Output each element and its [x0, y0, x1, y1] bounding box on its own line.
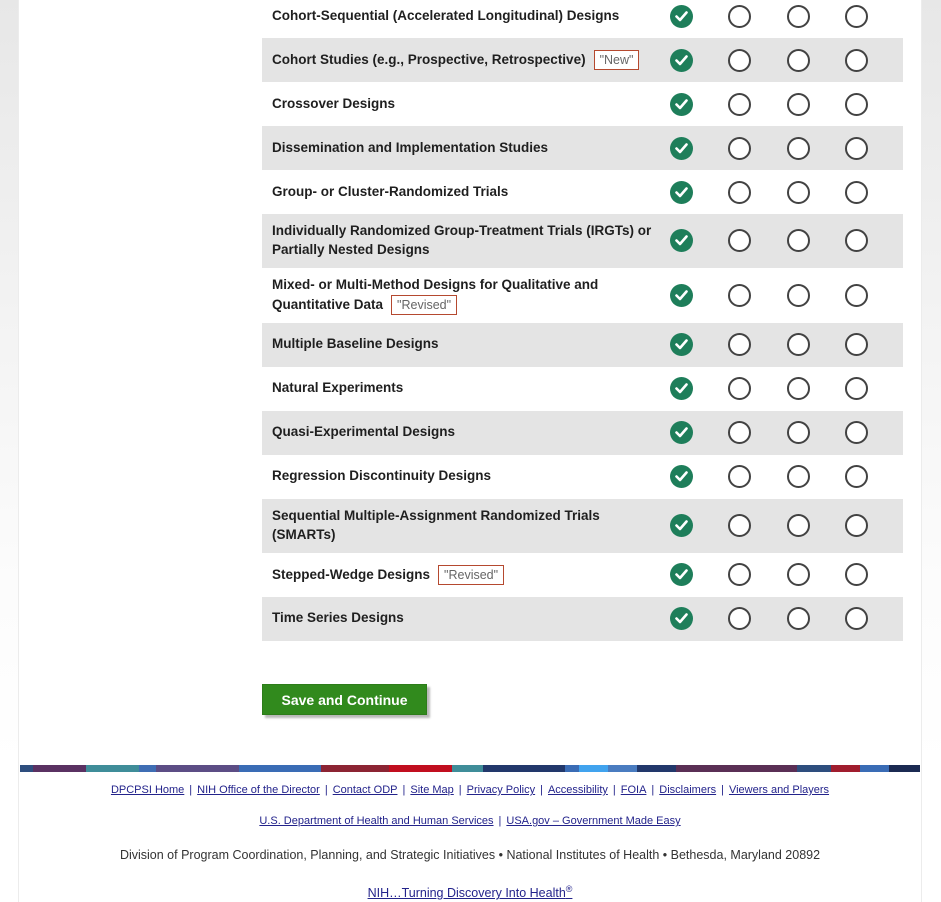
design-name-text: Dissemination and Implementation Studies	[272, 139, 549, 155]
row-label	[272, 222, 670, 260]
footer-nav-secondary	[20, 814, 920, 828]
design-name-text: Crossover Designs	[272, 95, 396, 111]
selected-check-icon[interactable]	[670, 137, 693, 160]
row-label	[272, 95, 670, 114]
link-separator: |	[540, 784, 543, 796]
link-separator: |	[324, 784, 328, 796]
page-footer	[20, 765, 920, 901]
color-bar-segment	[33, 765, 86, 772]
row-options	[670, 284, 868, 307]
radio-option[interactable]	[728, 93, 751, 116]
table-row	[262, 38, 903, 82]
color-bar-segment	[860, 765, 889, 772]
radio-option[interactable]	[845, 465, 868, 488]
design-name-text: Sequential Multiple-Assignment Randomized Trials (SMARTs)	[272, 507, 600, 542]
page-right-gutter	[921, 0, 941, 902]
selected-check-icon[interactable]	[670, 377, 693, 400]
row-label	[272, 50, 670, 70]
radio-option[interactable]	[787, 5, 810, 28]
radio-option[interactable]	[728, 465, 751, 488]
color-bar-segment	[579, 765, 608, 772]
table-row	[262, 170, 903, 214]
link-separator: |	[651, 784, 655, 796]
table-row	[262, 553, 903, 597]
row-options	[670, 49, 868, 72]
selected-check-icon[interactable]	[670, 5, 693, 28]
radio-option[interactable]	[728, 333, 751, 356]
link-separator: |	[458, 784, 462, 796]
link-separator: |	[189, 784, 193, 796]
page-left-gutter	[0, 0, 19, 902]
row-label	[272, 276, 670, 315]
selected-check-icon[interactable]	[670, 563, 693, 586]
radio-option[interactable]	[728, 421, 751, 444]
footer-link[interactable]: Viewers and Players	[728, 784, 830, 796]
row-label	[272, 507, 670, 545]
footer-link[interactable]: NIH Office of the Director	[197, 784, 320, 796]
radio-option[interactable]	[845, 5, 868, 28]
row-label	[272, 7, 670, 26]
row-options	[670, 229, 868, 252]
save-and-continue-button[interactable]: Save and Continue	[262, 684, 427, 715]
row-options	[670, 421, 868, 444]
selected-check-icon[interactable]	[670, 333, 693, 356]
design-rating-table	[262, 0, 903, 641]
table-row	[262, 126, 903, 170]
selected-check-icon[interactable]	[670, 93, 693, 116]
color-bar-segment	[20, 765, 33, 772]
design-name-text: Quasi-Experimental Designs	[272, 424, 456, 440]
radio-option[interactable]	[728, 137, 751, 160]
link-separator: |	[402, 784, 406, 796]
radio-option[interactable]	[845, 284, 868, 307]
color-bar-segment	[483, 765, 565, 772]
footer-link[interactable]: Accessibility	[547, 784, 608, 796]
radio-option[interactable]	[728, 607, 751, 630]
color-bar-segment	[565, 765, 580, 772]
table-row	[262, 411, 903, 455]
row-options	[670, 93, 868, 116]
footer-link[interactable]: Privacy Policy	[466, 784, 536, 796]
row-label	[272, 183, 670, 202]
footer-tagline	[20, 882, 920, 901]
radio-option[interactable]	[728, 284, 751, 307]
row-options	[670, 5, 868, 28]
tagline-text: NIH…Turning Discovery Into Health	[367, 886, 566, 901]
radio-option[interactable]	[787, 181, 810, 204]
footer-color-bar	[20, 765, 920, 772]
radio-option[interactable]	[787, 514, 810, 537]
design-name-text: Cohort Studies (e.g., Prospective, Retrospective)	[272, 51, 586, 67]
radio-option[interactable]	[787, 93, 810, 116]
radio-option[interactable]	[845, 421, 868, 444]
radio-option[interactable]	[845, 181, 868, 204]
selected-check-icon[interactable]	[670, 284, 693, 307]
table-row	[262, 499, 903, 553]
table-row	[262, 323, 903, 367]
selected-check-icon[interactable]	[670, 421, 693, 444]
radio-option[interactable]	[845, 563, 868, 586]
color-bar-segment	[637, 765, 676, 772]
selected-check-icon[interactable]	[670, 49, 693, 72]
row-label	[272, 423, 670, 442]
radio-option[interactable]	[845, 229, 868, 252]
radio-option[interactable]	[845, 377, 868, 400]
footer-link[interactable]: Contact ODP	[332, 784, 398, 796]
radio-option[interactable]	[787, 563, 810, 586]
row-label	[272, 335, 670, 354]
link-separator: |	[612, 784, 616, 796]
color-bar-segment	[452, 765, 483, 772]
design-name-text: Time Series Designs	[272, 610, 404, 626]
footer-link[interactable]: DPCPSI Home	[110, 784, 185, 796]
radio-option[interactable]	[728, 181, 751, 204]
row-label	[272, 565, 670, 585]
row-label	[272, 467, 670, 486]
color-bar-segment	[831, 765, 860, 772]
row-options	[670, 465, 868, 488]
color-bar-segment	[321, 765, 389, 772]
design-name-text: Regression Discontinuity Designs	[272, 468, 492, 484]
color-bar-segment	[889, 765, 920, 772]
radio-option[interactable]	[787, 229, 810, 252]
radio-option[interactable]	[787, 333, 810, 356]
radio-option[interactable]	[728, 377, 751, 400]
status-badge: "New"	[594, 50, 640, 70]
radio-option[interactable]	[845, 514, 868, 537]
radio-option[interactable]	[845, 137, 868, 160]
footer-link[interactable]: FOIA	[620, 784, 647, 796]
selected-check-icon[interactable]	[670, 514, 693, 537]
table-row	[262, 367, 903, 411]
design-name-text: Individually Randomized Group-Treatment Trials (IRGTs) or Partially Nested Designs	[272, 223, 652, 257]
radio-option[interactable]	[728, 563, 751, 586]
row-label	[272, 139, 670, 158]
row-options	[670, 333, 868, 356]
link-separator: |	[721, 784, 724, 796]
registered-mark: ®	[565, 884, 573, 894]
footer-link[interactable]: Site Map	[410, 784, 454, 796]
color-bar-segment	[139, 765, 156, 772]
radio-option[interactable]	[787, 607, 810, 630]
footer-address: Division of Program Coordination, Planning, and Strategic Initiatives • National Institutes of Health • Bethesda, Maryland 20892	[119, 848, 821, 862]
row-options	[670, 514, 868, 537]
footer-link[interactable]: Disclaimers	[659, 784, 717, 796]
row-label	[272, 609, 670, 628]
radio-option[interactable]	[728, 5, 751, 28]
radio-option[interactable]	[845, 333, 868, 356]
status-badge: "Revised"	[391, 295, 457, 315]
table-row	[262, 455, 903, 499]
radio-option[interactable]	[787, 377, 810, 400]
design-name-text: Mixed- or Multi-Method Designs for Qualitative and Quantitative Data	[272, 276, 599, 312]
color-bar-segment	[608, 765, 637, 772]
tagline-link[interactable]	[368, 886, 573, 900]
selected-check-icon[interactable]	[670, 181, 693, 204]
row-options	[670, 607, 868, 630]
table-row	[262, 0, 903, 38]
design-name-text: Cohort-Sequential (Accelerated Longitudinal) Designs	[272, 7, 620, 23]
radio-option[interactable]	[787, 465, 810, 488]
design-name-text: Stepped-Wedge Designs	[272, 566, 431, 582]
row-options	[670, 563, 868, 586]
selected-check-icon[interactable]	[670, 229, 693, 252]
footer-link[interactable]: U.S. Department of Health and Human Services	[259, 815, 494, 827]
table-row	[262, 82, 903, 126]
radio-option[interactable]	[787, 137, 810, 160]
link-separator: |	[498, 815, 502, 827]
row-options	[670, 137, 868, 160]
radio-option[interactable]	[787, 49, 810, 72]
radio-option[interactable]	[845, 49, 868, 72]
color-bar-segment	[86, 765, 139, 772]
color-bar-segment	[676, 765, 797, 772]
table-row	[262, 597, 903, 641]
radio-option[interactable]	[845, 607, 868, 630]
radio-option[interactable]	[728, 49, 751, 72]
radio-option[interactable]	[728, 514, 751, 537]
radio-option[interactable]	[728, 229, 751, 252]
footer-link[interactable]: USA.gov – Government Made Easy	[506, 815, 681, 827]
design-name-text: Group- or Cluster-Randomized Trials	[272, 183, 509, 199]
radio-option[interactable]	[787, 284, 810, 307]
status-badge: "Revised"	[438, 565, 504, 585]
table-row	[262, 214, 903, 268]
radio-option[interactable]	[845, 93, 868, 116]
selected-check-icon[interactable]	[670, 465, 693, 488]
design-name-text: Natural Experiments	[272, 380, 404, 396]
design-name-text: Multiple Baseline Designs	[272, 336, 439, 352]
row-label	[272, 379, 670, 398]
color-bar-segment	[239, 765, 321, 772]
row-options	[670, 377, 868, 400]
selected-check-icon[interactable]	[670, 607, 693, 630]
radio-option[interactable]	[787, 421, 810, 444]
color-bar-segment	[389, 765, 452, 772]
table-row	[262, 268, 903, 323]
row-options	[670, 181, 868, 204]
color-bar-segment	[797, 765, 831, 772]
color-bar-segment	[156, 765, 238, 772]
footer-nav-primary	[20, 783, 920, 797]
